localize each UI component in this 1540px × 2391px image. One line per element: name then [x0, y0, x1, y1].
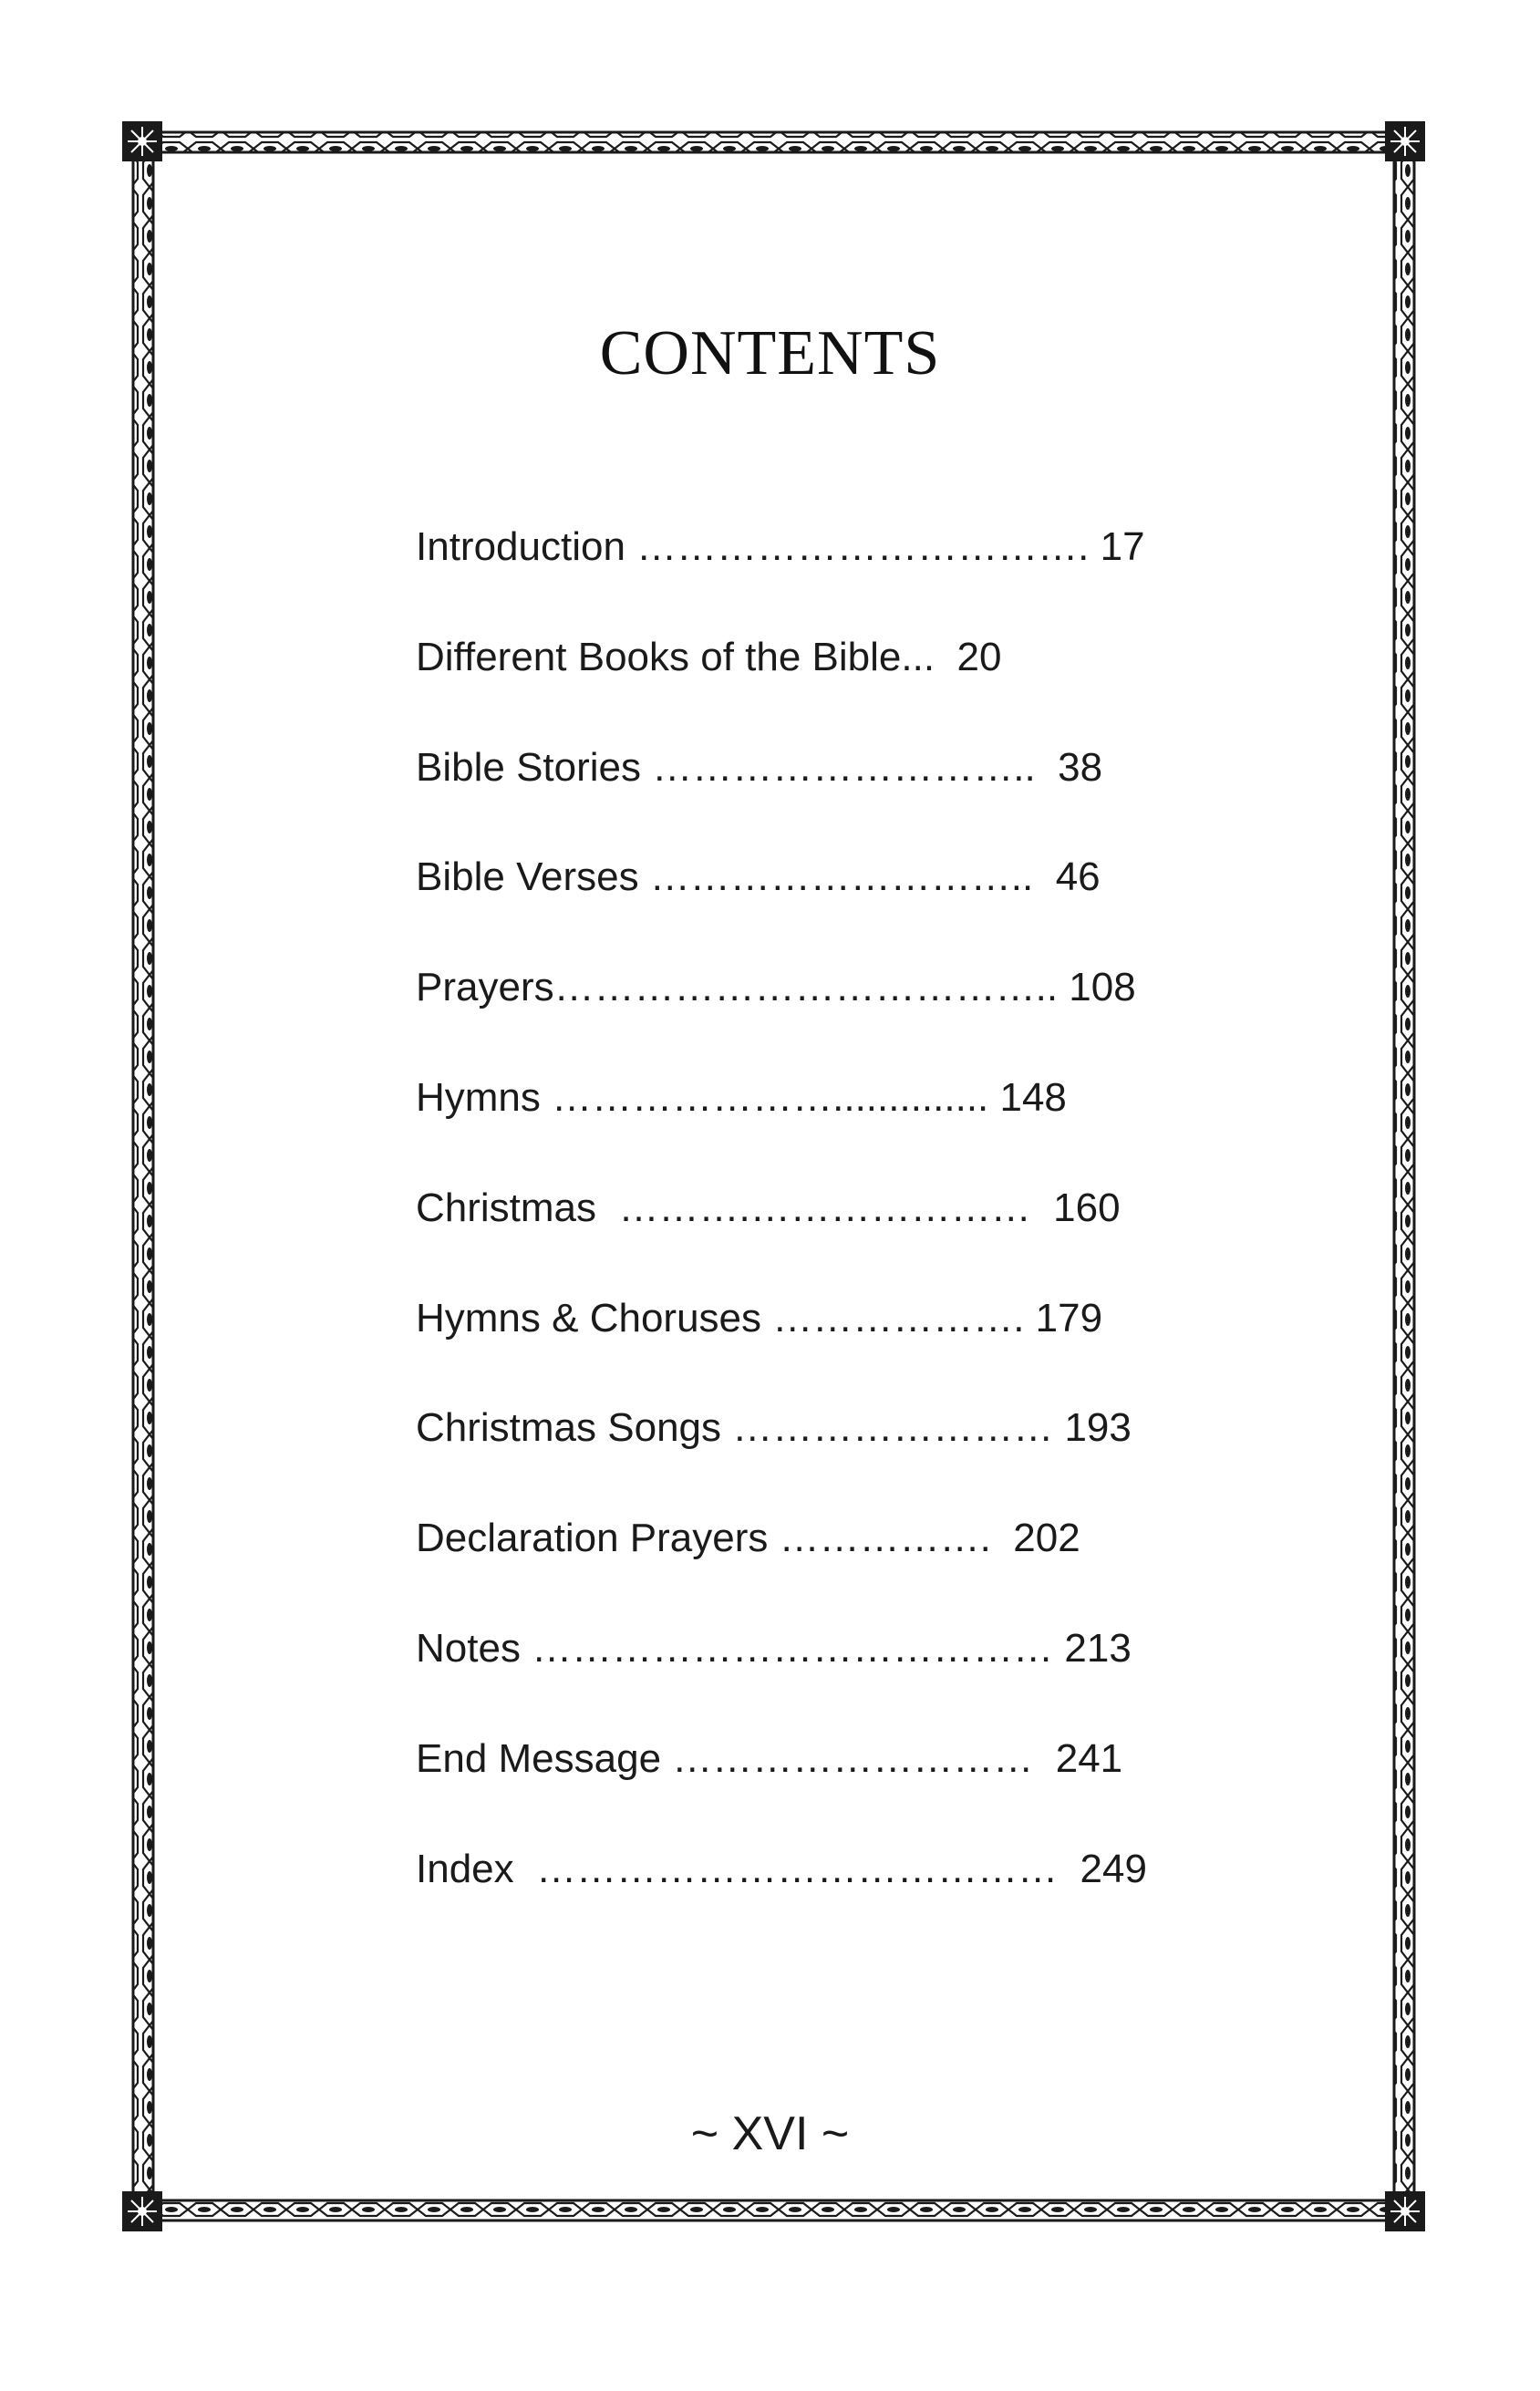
toc-entry-introduction: Introduction ……………………………. 17	[416, 524, 1145, 569]
toc-entry-christmas-songs: Christmas Songs …………………… 193	[416, 1405, 1132, 1451]
toc-entry-end-message: End Message ……………………… 241	[416, 1735, 1123, 1781]
page-title: CONTENTS	[599, 318, 941, 388]
toc-entry-hymns-choruses: Hymns & Choruses ………………. 179	[416, 1295, 1103, 1340]
toc-entry-bible-verses: Bible Verses ……………………….. 46	[416, 854, 1101, 900]
toc-entry-hymns: Hymns ………………….............. 148	[416, 1074, 1067, 1120]
toc-entry-bible-stories: Bible Stories ……………………….. 38	[416, 744, 1103, 790]
toc-entry-prayers: Prayers……………………………….. 108	[416, 965, 1136, 1010]
toc-entry-notes: Notes ………………………………… 213	[416, 1625, 1132, 1671]
page-number: ~ XVI ~	[690, 2107, 850, 2160]
toc-entry-books-of-the-bible: Different Books of the Bible... 20	[416, 634, 1002, 679]
toc-entry-christmas: Christmas ……….………………… 160	[416, 1185, 1121, 1230]
toc-entry-index: Index ………………………………… 249	[416, 1846, 1147, 1891]
table-of-contents	[416, 511, 1147, 1942]
toc-entry-declaration-prayers: Declaration Prayers ……………. 202	[416, 1516, 1080, 1561]
